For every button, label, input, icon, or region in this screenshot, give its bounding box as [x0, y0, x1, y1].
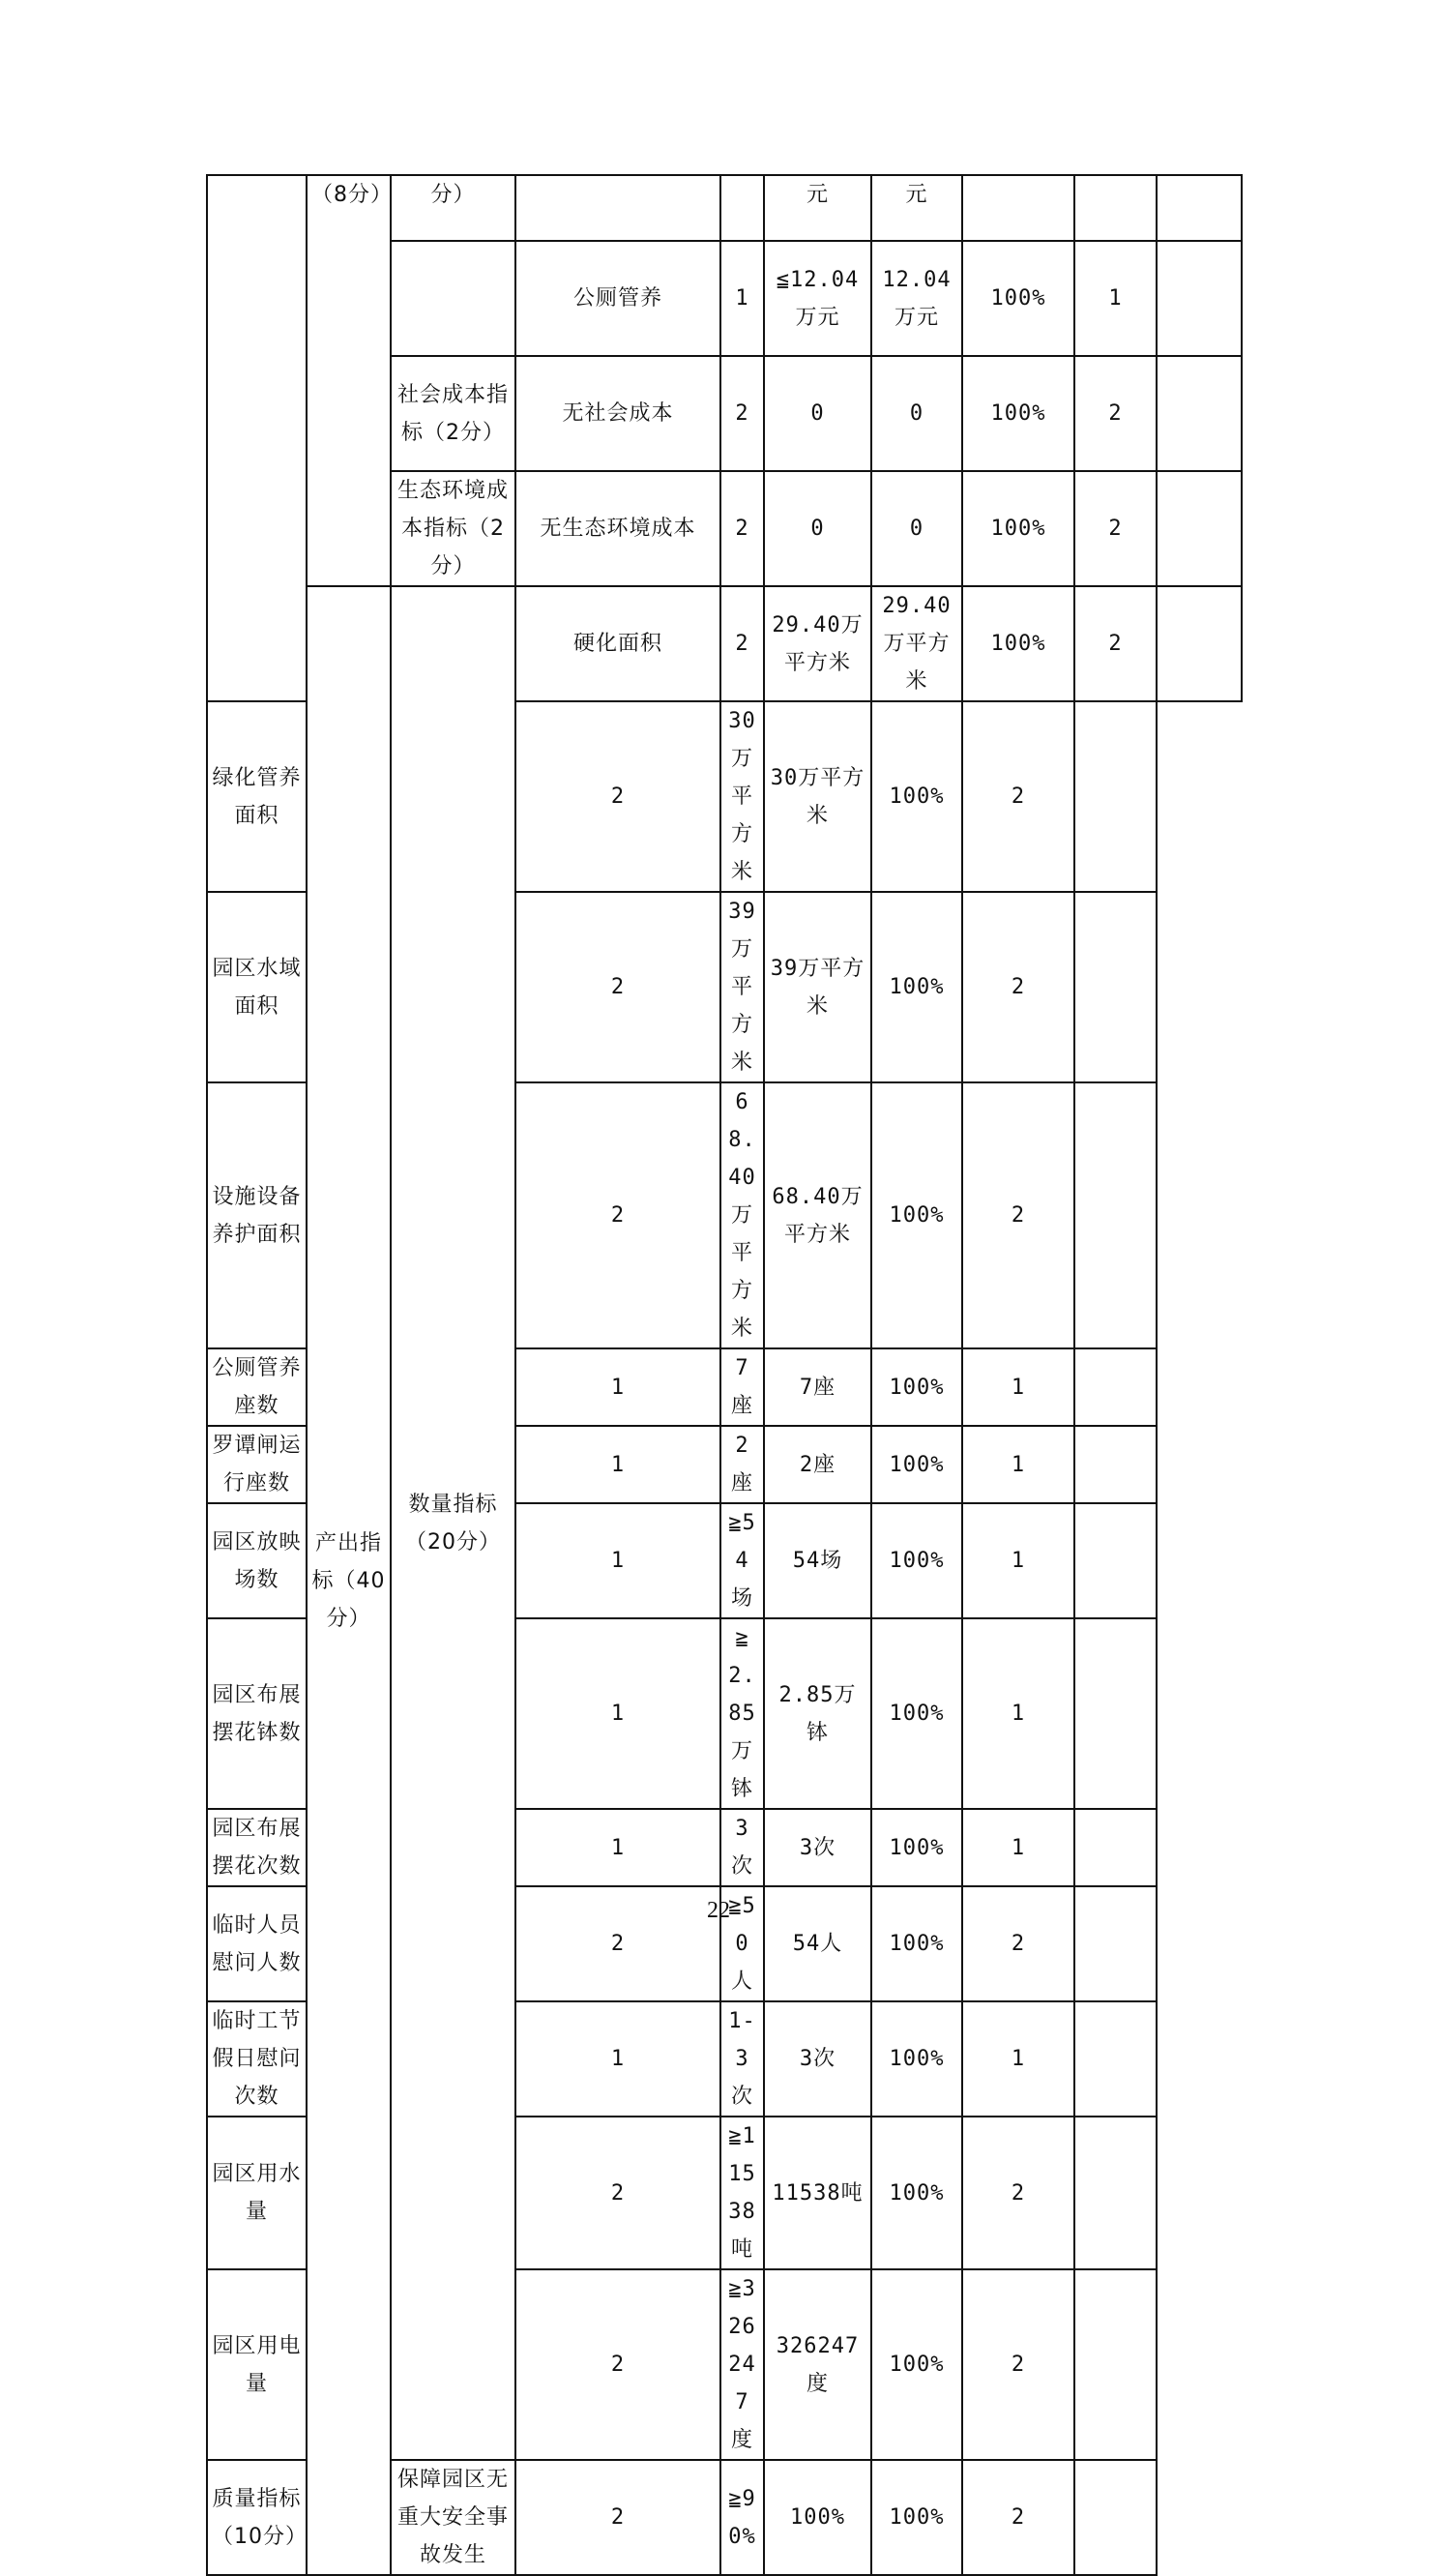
indicator-cell: [515, 175, 720, 241]
indicator-cell: 罗谭闸运行座数: [207, 1426, 307, 1503]
remark-cell: [1157, 586, 1242, 701]
indicator-cell: 园区用电量: [207, 2269, 307, 2460]
score-cell: 1: [962, 1809, 1074, 1886]
rate-cell: [962, 175, 1074, 241]
target-cell: 3次: [720, 1809, 764, 1886]
level3-cell: 分）: [391, 175, 515, 241]
actual-cell: 0: [871, 471, 962, 586]
rate-cell: 100%: [871, 1503, 962, 1618]
rate-cell: 100%: [871, 701, 962, 892]
remark-cell: [1157, 471, 1242, 586]
weight-cell: 1: [515, 2001, 720, 2117]
remark-cell: [1074, 1426, 1157, 1503]
weight-cell: 2: [515, 2269, 720, 2460]
weight-cell: 2: [515, 892, 720, 1082]
weight-cell: 1: [515, 1348, 720, 1426]
indicator-cell: 无生态环境成本: [515, 471, 720, 586]
score-cell: 2: [962, 1082, 1074, 1348]
weight-cell: 2: [515, 2117, 720, 2269]
indicator-cell: 园区用水量: [207, 2117, 307, 2269]
indicator-cell: 绿化管养面积: [207, 701, 307, 892]
weight-cell: 2: [515, 2460, 720, 2575]
indicator-cell: 保障园区无重大安全事故发生: [391, 2460, 515, 2575]
rate-cell: 100%: [871, 2001, 962, 2117]
target-cell: 68.40万平方米: [720, 1082, 764, 1348]
remark-cell: [1074, 701, 1157, 892]
weight-cell: 1: [515, 1809, 720, 1886]
weight-cell: 2: [720, 356, 764, 471]
actual-cell: 30万平方米: [764, 701, 871, 892]
output-indicator-cell: 产出指标（40分）: [307, 586, 391, 2575]
score-cell: 2: [962, 701, 1074, 892]
actual-cell: 2.85万钵: [764, 1618, 871, 1809]
remark-cell: [1074, 892, 1157, 1082]
score-cell: 1: [962, 1426, 1074, 1503]
remark-cell: [1074, 1618, 1157, 1809]
level2-cell: （8分）: [307, 175, 391, 586]
rate-cell: 100%: [871, 1618, 962, 1809]
indicator-cell: 园区布展摆花次数: [207, 1809, 307, 1886]
table-row: [207, 175, 1242, 241]
rate-cell: 100%: [871, 1886, 962, 2001]
score-cell: 1: [962, 1618, 1074, 1809]
weight-cell: 2: [515, 1082, 720, 1348]
remark-cell: [1074, 1082, 1157, 1348]
weight-cell: [720, 175, 764, 241]
actual-cell: 326247度: [764, 2269, 871, 2460]
actual-cell: 54场: [764, 1503, 871, 1618]
target-cell: 0: [764, 356, 871, 471]
target-cell: 元: [764, 175, 871, 241]
rate-cell: 100%: [962, 356, 1074, 471]
target-cell: ≧90%: [720, 2460, 764, 2575]
indicator-cell: 园区布展摆花钵数: [207, 1618, 307, 1809]
remark-cell: [1157, 241, 1242, 356]
remark-cell: [1074, 1503, 1157, 1618]
remark-cell: [1074, 2117, 1157, 2269]
quantity-indicator-cell: 数量指标（20分）: [391, 586, 515, 2460]
remark-cell: [1074, 2269, 1157, 2460]
rate-cell: 100%: [871, 2460, 962, 2575]
weight-cell: 1: [720, 241, 764, 356]
target-cell: 1-3次: [720, 2001, 764, 2117]
score-cell: 2: [962, 892, 1074, 1082]
actual-cell: 2座: [764, 1426, 871, 1503]
rate-cell: 100%: [871, 2269, 962, 2460]
score-cell: 2: [1074, 356, 1157, 471]
rate-cell: 100%: [871, 892, 962, 1082]
rate-cell: 100%: [962, 241, 1074, 356]
weight-cell: 2: [515, 1886, 720, 2001]
actual-cell: 3次: [764, 2001, 871, 2117]
score-cell: 2: [962, 2117, 1074, 2269]
weight-cell: 2: [720, 471, 764, 586]
rate-cell: 100%: [871, 1348, 962, 1426]
target-cell: ≧54场: [720, 1503, 764, 1618]
target-cell: 29.40万平方米: [764, 586, 871, 701]
indicator-cell: 临时人员慰问人数: [207, 1886, 307, 2001]
score-cell: 1: [962, 1503, 1074, 1618]
page-number: 22: [707, 1898, 730, 1923]
remark-cell: [1074, 1348, 1157, 1426]
score-cell: 1: [1074, 241, 1157, 356]
actual-cell: 3次: [764, 1809, 871, 1886]
rate-cell: 100%: [871, 2117, 962, 2269]
rate-cell: 100%: [871, 1082, 962, 1348]
actual-cell: 100%: [764, 2460, 871, 2575]
level1-cell: [207, 175, 307, 701]
indicator-cell: 设施设备养护面积: [207, 1082, 307, 1348]
target-cell: 0: [764, 471, 871, 586]
score-cell: 2: [962, 2460, 1074, 2575]
remark-cell: [1157, 356, 1242, 471]
indicator-cell: 公厕管养座数: [207, 1348, 307, 1426]
target-cell: ≧326247度: [720, 2269, 764, 2460]
remark-cell: [1074, 1809, 1157, 1886]
target-cell: 2座: [720, 1426, 764, 1503]
performance-table: [206, 174, 1243, 2576]
remark-cell: [1074, 2001, 1157, 2117]
actual-cell: 54人: [764, 1886, 871, 2001]
indicator-cell: 园区水域面积: [207, 892, 307, 1082]
level3-cell: [391, 241, 515, 356]
target-cell: ≧50人: [720, 1886, 764, 2001]
actual-cell: 11538吨: [764, 2117, 871, 2269]
actual-cell: 12.04万元: [871, 241, 962, 356]
target-cell: ≧2.85万钵: [720, 1618, 764, 1809]
actual-cell: 68.40万平方米: [764, 1082, 871, 1348]
score-cell: [1074, 175, 1157, 241]
rate-cell: 100%: [962, 586, 1074, 701]
remark-cell: [1157, 175, 1242, 241]
weight-cell: 2: [720, 586, 764, 701]
actual-cell: 29.40万平方米: [871, 586, 962, 701]
indicator-cell: 公厕管养: [515, 241, 720, 356]
rate-cell: 100%: [871, 1809, 962, 1886]
target-cell: 30万平方米: [720, 701, 764, 892]
score-cell: 1: [962, 1348, 1074, 1426]
indicator-cell: 硬化面积: [515, 586, 720, 701]
weight-cell: 1: [515, 1618, 720, 1809]
table-row: [207, 586, 1242, 701]
level3-cell: 生态环境成本指标（2分）: [391, 471, 515, 586]
indicator-cell: 临时工节假日慰问次数: [207, 2001, 307, 2117]
actual-cell: 39万平方米: [764, 892, 871, 1082]
weight-cell: 2: [515, 701, 720, 892]
score-cell: 2: [1074, 471, 1157, 586]
indicator-cell: 无社会成本: [515, 356, 720, 471]
score-cell: 1: [962, 2001, 1074, 2117]
target-cell: 39万平方米: [720, 892, 764, 1082]
rate-cell: 100%: [962, 471, 1074, 586]
indicator-cell: 园区放映场数: [207, 1503, 307, 1618]
target-cell: ≧11538吨: [720, 2117, 764, 2269]
score-cell: 2: [1074, 586, 1157, 701]
quality-indicator-cell: 质量指标（10分）: [207, 2460, 307, 2575]
target-cell: ≦12.04万元: [764, 241, 871, 356]
level3-cell: 社会成本指标（2分）: [391, 356, 515, 471]
actual-cell: 0: [871, 356, 962, 471]
actual-cell: 元: [871, 175, 962, 241]
rate-cell: 100%: [871, 1426, 962, 1503]
weight-cell: 1: [515, 1426, 720, 1503]
weight-cell: 1: [515, 1503, 720, 1618]
remark-cell: [1074, 2460, 1157, 2575]
actual-cell: 7座: [764, 1348, 871, 1426]
target-cell: 7座: [720, 1348, 764, 1426]
score-cell: 2: [962, 2269, 1074, 2460]
score-cell: 2: [962, 1886, 1074, 2001]
